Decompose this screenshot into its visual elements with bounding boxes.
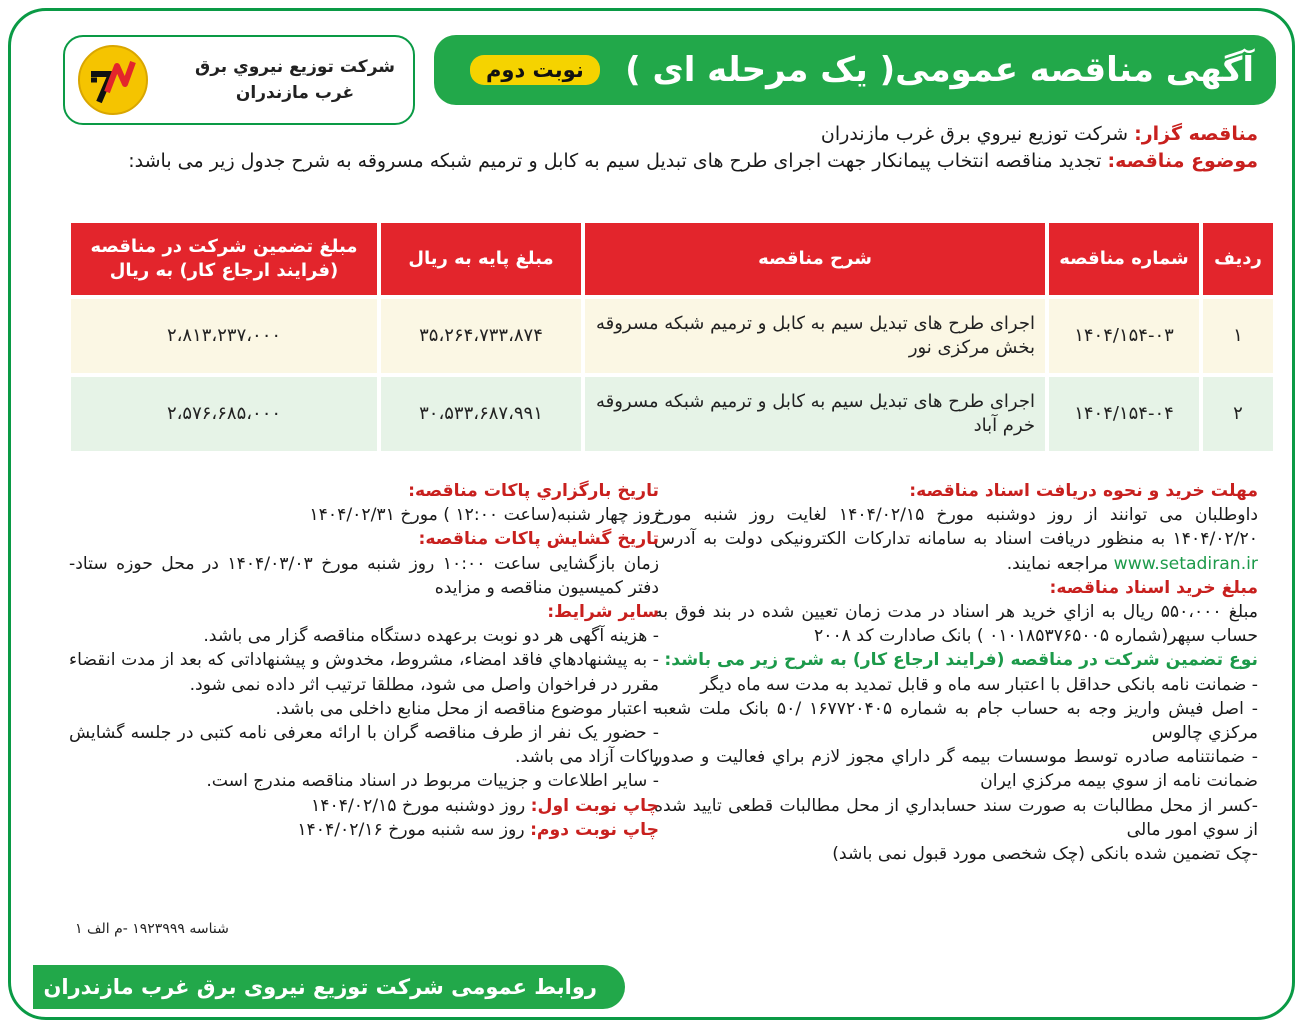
condition-item: - هزینه آگهی هر دو نوبت برعهده دستگاه مناقصه گزار می باشد. — [203, 626, 659, 647]
condition-item: - به پیشنهادهاي فاقد امضاء، مشروط، مخدوش و پیشنهاداتی که بعد از مدت انقضاء مقرر در فراخوان واصل می شود، مطلقا ترتیب اثر داده نمی شود. — [69, 650, 659, 695]
intro — [48, 121, 1258, 175]
base-amount: ۳۰،۵۳۳،۶۸۷،۹۹۱ — [381, 377, 581, 451]
organizer-label: مناقصه گزار: — [1134, 123, 1258, 145]
deadline-text — [654, 503, 1258, 576]
subject-label: موضوع مناقصه: — [1107, 150, 1258, 172]
footer-text: روابط عمومی شرکت توزیع نیروی برق غرب مازندران — [43, 975, 597, 999]
left-column — [69, 479, 659, 842]
print1-value: روز دوشنبه مورخ ۱۴۰۴/۰۲/۱۵ — [311, 795, 526, 816]
tender-description: اجرای طرح های تبدیل سیم به کابل و ترمیم شبکه مسروقه بخش مرکزی نور — [585, 299, 1045, 373]
print2-value: روز سه شنبه مورخ ۱۴۰۴/۰۲/۱۶ — [297, 819, 525, 840]
ad-frame — [8, 8, 1295, 1020]
print1-label: چاپ نوبت اول: — [530, 795, 659, 816]
print1-line — [69, 794, 659, 818]
guarantee-item: -چک تضمین شده بانکی (چک شخصی مورد قبول نمی باشد) — [832, 844, 1258, 865]
company-name-line1: شرکت توزيع نيروي برق — [195, 56, 395, 77]
other-conditions-title: سایر شرایط: — [547, 602, 659, 623]
opening-title: تاریخ گشایش پاکات مناقصه: — [418, 529, 659, 550]
right-column — [654, 479, 1258, 866]
tender-number: ۱۴۰۴/۱۵۴-۰۴ — [1049, 377, 1199, 451]
header-base-amount: مبلغ پایه به ریال — [381, 223, 581, 295]
row-no: ۲ — [1203, 377, 1273, 451]
tender-description: اجرای طرح های تبدیل سیم به کابل و ترمیم شبکه مسروقه خرم آباد — [585, 377, 1045, 451]
price-title: مبلغ خرید اسناد مناقصه: — [1049, 577, 1258, 598]
header-guarantee-amount: مبلغ تضمین شرکت در مناقصه (فرایند ارجاع کار) به ریال — [71, 223, 377, 295]
guarantee-amount: ۲،۸۱۳،۲۳۷،۰۰۰ — [71, 299, 377, 373]
organizer-value: شرکت توزيع نيروي برق غرب مازندران — [820, 123, 1129, 145]
header-description: شرح مناقصه — [585, 223, 1045, 295]
tender-table — [67, 219, 1277, 455]
table-header-row — [71, 223, 1273, 295]
round-badge: نوبت دوم — [470, 55, 600, 85]
ad-title: آگهی مناقصه عمومی( یک مرحله ای ) — [625, 50, 1254, 90]
base-amount: ۳۵،۲۶۴،۷۳۳،۸۷۴ — [381, 299, 581, 373]
guarantee-item: - اصل فیش واریز وجه به حساب جام به شماره ۱۶۷۷۲۰۴۰۵ /۵۰ بانک ملت شعبه مرکزي چالوس — [654, 698, 1258, 744]
condition-item: - اعتبار موضوع مناقصه از محل منابع داخلی می باشد. — [275, 698, 659, 719]
company-box — [63, 35, 415, 125]
table-row — [71, 299, 1273, 373]
company-name — [195, 54, 395, 107]
price-text: مبلغ ۵۵۰،۰۰۰ ریال به ازاي خريد هر اسناد در مدت زمان تعيين شده در بند فوق به حساب سپهر(شماره ۰۱۰۱۸۵۳۷۶۵۰۰۵ ) بانک صادارت کد ۲۰۰۸ — [654, 602, 1258, 647]
condition-item: - حضور یک نفر از طرف مناقصه گران با ارائه معرفی نامه کتبی در جلسه گشایش پاکات آزاد می باشد. — [69, 723, 659, 768]
subject-line — [48, 148, 1258, 175]
subject-value: تجدید مناقصه انتخاب پیمانکار جهت اجرای طرح های تبدیل سیم به کابل و ترمیم شبکه مسروقه به شرح جدول زیر می باشد: — [128, 150, 1102, 172]
holding-text: روز چهار شنبه(ساعت ۱۲:۰۰ ) مورخ ۱۴۰۴/۰۲/۳۱ — [309, 505, 659, 526]
deadline-text-part2: مراجعه نمایند. — [1006, 553, 1109, 574]
setadiran-link[interactable]: www.setadiran.ir — [1113, 553, 1258, 574]
opening-text: زمان بازگشایی ساعت ۱۰:۰۰ روز شنبه مورخ ۱۴۰۴/۰۳/۰۳ در محل حوزه ستاد- دفتر کمیسیون مناقصه و مزایده — [69, 553, 659, 598]
company-logo-icon — [77, 44, 149, 116]
header-tender-number: شماره مناقصه — [1049, 223, 1199, 295]
print2-line — [69, 818, 659, 842]
header-row-no: ردیف — [1203, 223, 1273, 295]
table-row — [71, 377, 1273, 451]
guarantee-item: -کسر از محل مطالبات به صورت سند حسابداري از محل مطالبات قطعی تایید شده از سوي امور مالی — [654, 795, 1258, 840]
company-name-line2: غرب مازندران — [235, 83, 355, 103]
deadline-text-part1: داوطلبان می توانند از روز دوشنبه مورخ ۱۴۰۴/۰۲/۱۵ لغایت روز شنبه مورخ ۱۴۰۴/۰۲/۲۰ به منظور دریافت اسناد به سامانه تدارکات الکترونیکی دولت به آدرس — [654, 505, 1258, 550]
holding-title: تاریخ بارگزاري پاکات مناقصه: — [408, 481, 659, 501]
guarantee-item: - ضمانت نامه بانکی حداقل با اعتبار سه ماه و قابل تمدید به مدت سه ماه دیگر — [700, 674, 1258, 695]
ad-id-note: شناسه ۱۹۲۳۹۹۹ -م الف ۱ — [75, 921, 229, 937]
print2-label: چاپ نوبت دوم: — [530, 819, 659, 840]
title-bar — [434, 35, 1276, 105]
guarantee-amount: ۲،۵۷۶،۶۸۵،۰۰۰ — [71, 377, 377, 451]
guarantee-title: نوع تضمین شرکت در مناقصه (فرایند ارجاع کار) به شرح زیر می باشد: — [664, 650, 1258, 671]
organizer-line — [48, 121, 1258, 148]
deadline-title: مهلت خرید و نحوه دریافت اسناد مناقصه: — [909, 481, 1258, 501]
tender-number: ۱۴۰۴/۱۵۴-۰۳ — [1049, 299, 1199, 373]
row-no: ۱ — [1203, 299, 1273, 373]
guarantee-item: - ضمانتنامه صادره توسط موسسات بیمه گر داراي مجوز لازم براي فعالیت و صدور ضمانت نامه از سوي بیمه مرکزي ایران — [654, 747, 1258, 792]
condition-item: - سایر اطلاعات و جزییات مربوط در اسناد مناقصه مندرج است. — [206, 771, 659, 792]
footer-bar — [33, 965, 625, 1009]
